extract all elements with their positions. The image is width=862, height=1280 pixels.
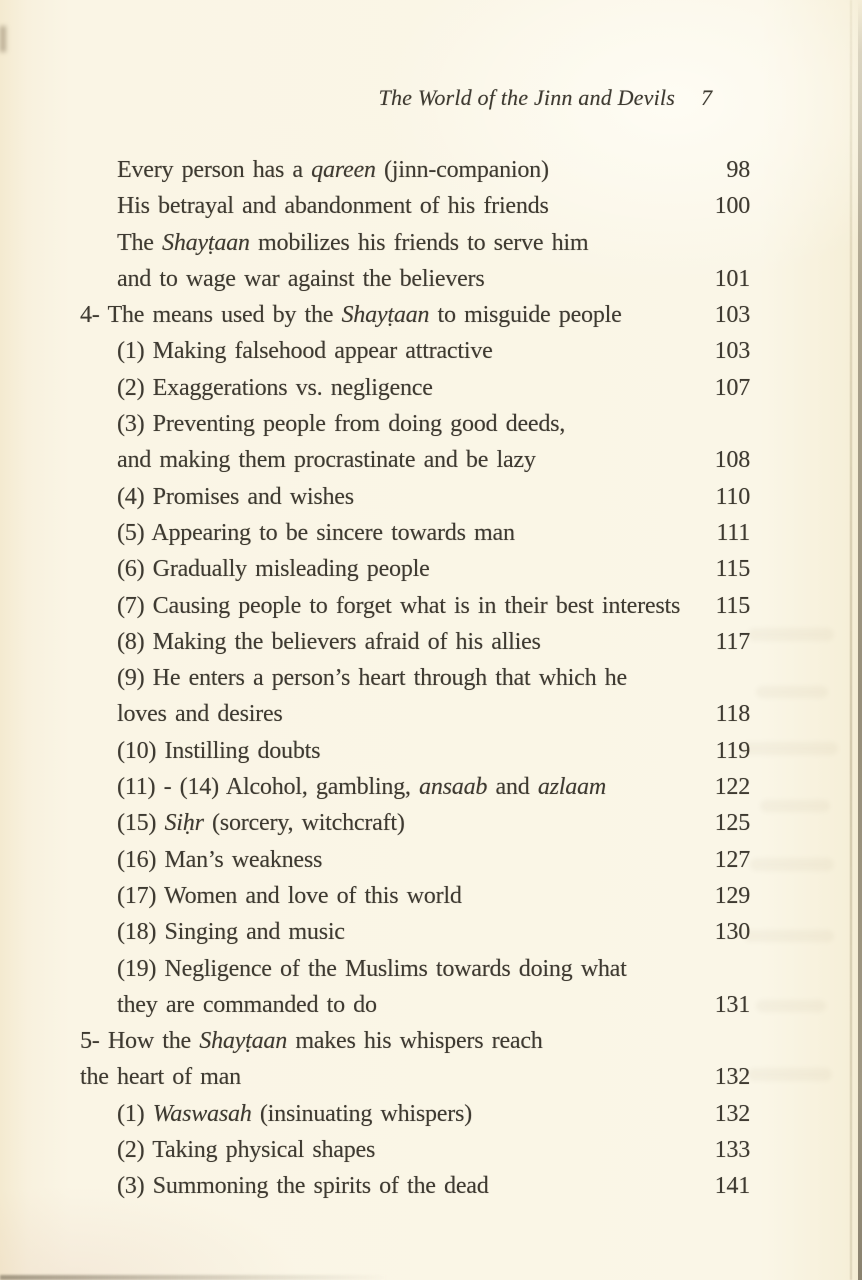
toc-entry: [78, 1168, 750, 1204]
toc-entry-page-number: 115: [715, 556, 750, 583]
page-fold-shadow: [850, 0, 852, 1280]
toc-entry-text: (11) - (14) Alcohol, gambling, ansaab and azlaam: [117, 774, 606, 801]
toc-entry-page-number: 111: [716, 519, 750, 546]
scan-edge-bottom: [0, 1275, 388, 1280]
toc-entry: [78, 551, 750, 587]
toc-entry-page-number: 130: [714, 919, 750, 946]
toc-entry-text: (1) Waswasah (insinuating whispers): [117, 1100, 472, 1127]
toc-entry-page-number: 101: [714, 265, 750, 292]
toc-entry: [78, 951, 750, 1024]
toc-entry-text: (9) He enters a person’s heart through that which he loves and desires: [117, 665, 627, 728]
toc-entry: [78, 333, 750, 369]
toc-entry: [78, 842, 750, 878]
toc-entry-text: (5) Appearing to be sincere towards man: [117, 519, 515, 546]
running-header: [379, 85, 712, 111]
toc-entry-page-number: 132: [714, 1100, 750, 1127]
toc-entry-text: (4) Promises and wishes: [117, 483, 354, 510]
toc-entry-page-number: 107: [714, 374, 750, 401]
page-number: 7: [701, 85, 712, 110]
toc-entry-page-number: 110: [715, 483, 750, 510]
toc-entry-page-number: 103: [714, 302, 750, 329]
toc-entry-text: (17) Women and love of this world: [117, 882, 462, 909]
toc-entry: [78, 588, 750, 624]
toc-entry: [78, 733, 750, 769]
toc-entry-text: (8) Making the believers afraid of his allies: [117, 628, 541, 655]
toc-entry-page-number: 119: [715, 737, 750, 764]
scan-edge-top-left: [0, 26, 6, 52]
toc-entry-page-number: 131: [714, 991, 750, 1018]
toc-entry: [78, 370, 750, 406]
toc-entry-text: (16) Man’s weakness: [117, 846, 323, 873]
toc-list: [78, 152, 750, 1205]
toc-entry-page-number: 115: [715, 592, 750, 619]
toc-entry-text: 5- How the Shayṭaan makes his whispers reach the heart of man: [80, 1028, 543, 1091]
toc-entry: [78, 805, 750, 841]
toc-entry-page-number: 125: [714, 810, 750, 837]
toc-entry-text: (1) Making falsehood appear attractive: [117, 338, 493, 365]
toc-entry: [78, 1023, 750, 1096]
toc-entry-page-number: 118: [715, 701, 750, 728]
toc-entry-page-number: 132: [714, 1064, 750, 1091]
toc-entry-text: (19) Negligence of the Muslims towards doing what they are commanded to do: [117, 955, 627, 1018]
toc-entry-page-number: 122: [714, 774, 750, 801]
toc-entry: [78, 406, 750, 479]
toc-entry-text: (2) Taking physical shapes: [117, 1137, 376, 1164]
toc-entry: [78, 660, 750, 733]
toc-entry-text: (3) Summoning the spirits of the dead: [117, 1173, 489, 1200]
toc-entry-text: (2) Exaggerations vs. negligence: [117, 374, 433, 401]
toc-entry: [78, 515, 750, 551]
toc-entry-page-number: 98: [726, 157, 750, 183]
toc-entry-text: The Shayṭaan mobilizes his friends to serve him and to wage war against the believers: [117, 229, 589, 292]
toc-entry-page-number: 100: [714, 193, 750, 220]
toc-entry: [78, 297, 750, 333]
toc-entry: [78, 1132, 750, 1168]
toc-entry: [78, 624, 750, 660]
toc-entry: [78, 225, 750, 298]
toc-entry-text: (7) Causing people to forget what is in their best interests: [117, 592, 681, 619]
toc-entry-page-number: 127: [714, 846, 750, 873]
toc-entry: [78, 152, 750, 188]
toc-entry-page-number: 141: [714, 1173, 750, 1200]
toc-entry: [78, 188, 750, 224]
toc-entry-text: (15) Siḥr (sorcery, witchcraft): [117, 810, 405, 837]
toc-entry-text: (6) Gradually misleading people: [117, 556, 430, 583]
toc-entry-page-number: 133: [714, 1137, 750, 1164]
running-header-title: The World of the Jinn and Devils: [378, 85, 675, 110]
toc-entry-text: Every person has a qareen (jinn-companion): [117, 157, 549, 183]
toc-entry-page-number: 108: [714, 447, 750, 474]
toc-entry: [78, 914, 750, 950]
toc-entry: [78, 479, 750, 515]
toc-entry-text: (10) Instilling doubts: [117, 737, 321, 764]
toc-entry: [78, 769, 750, 805]
scan-edge-right: [858, 0, 862, 1280]
toc-entry-text: 4- The means used by the Shayṭaan to misguide people: [80, 302, 622, 329]
toc-entry-page-number: 117: [715, 628, 750, 655]
toc-entry-text: (18) Singing and music: [117, 919, 345, 946]
toc-entry-text: His betrayal and abandonment of his friends: [117, 193, 549, 220]
toc-entry-text: (3) Preventing people from doing good deeds, and making them procrastinate and be lazy: [117, 411, 566, 474]
toc-entry: [78, 1096, 750, 1132]
toc-entry-page-number: 103: [714, 338, 750, 365]
toc-entry: [78, 878, 750, 914]
toc-entry-page-number: 129: [714, 882, 750, 909]
